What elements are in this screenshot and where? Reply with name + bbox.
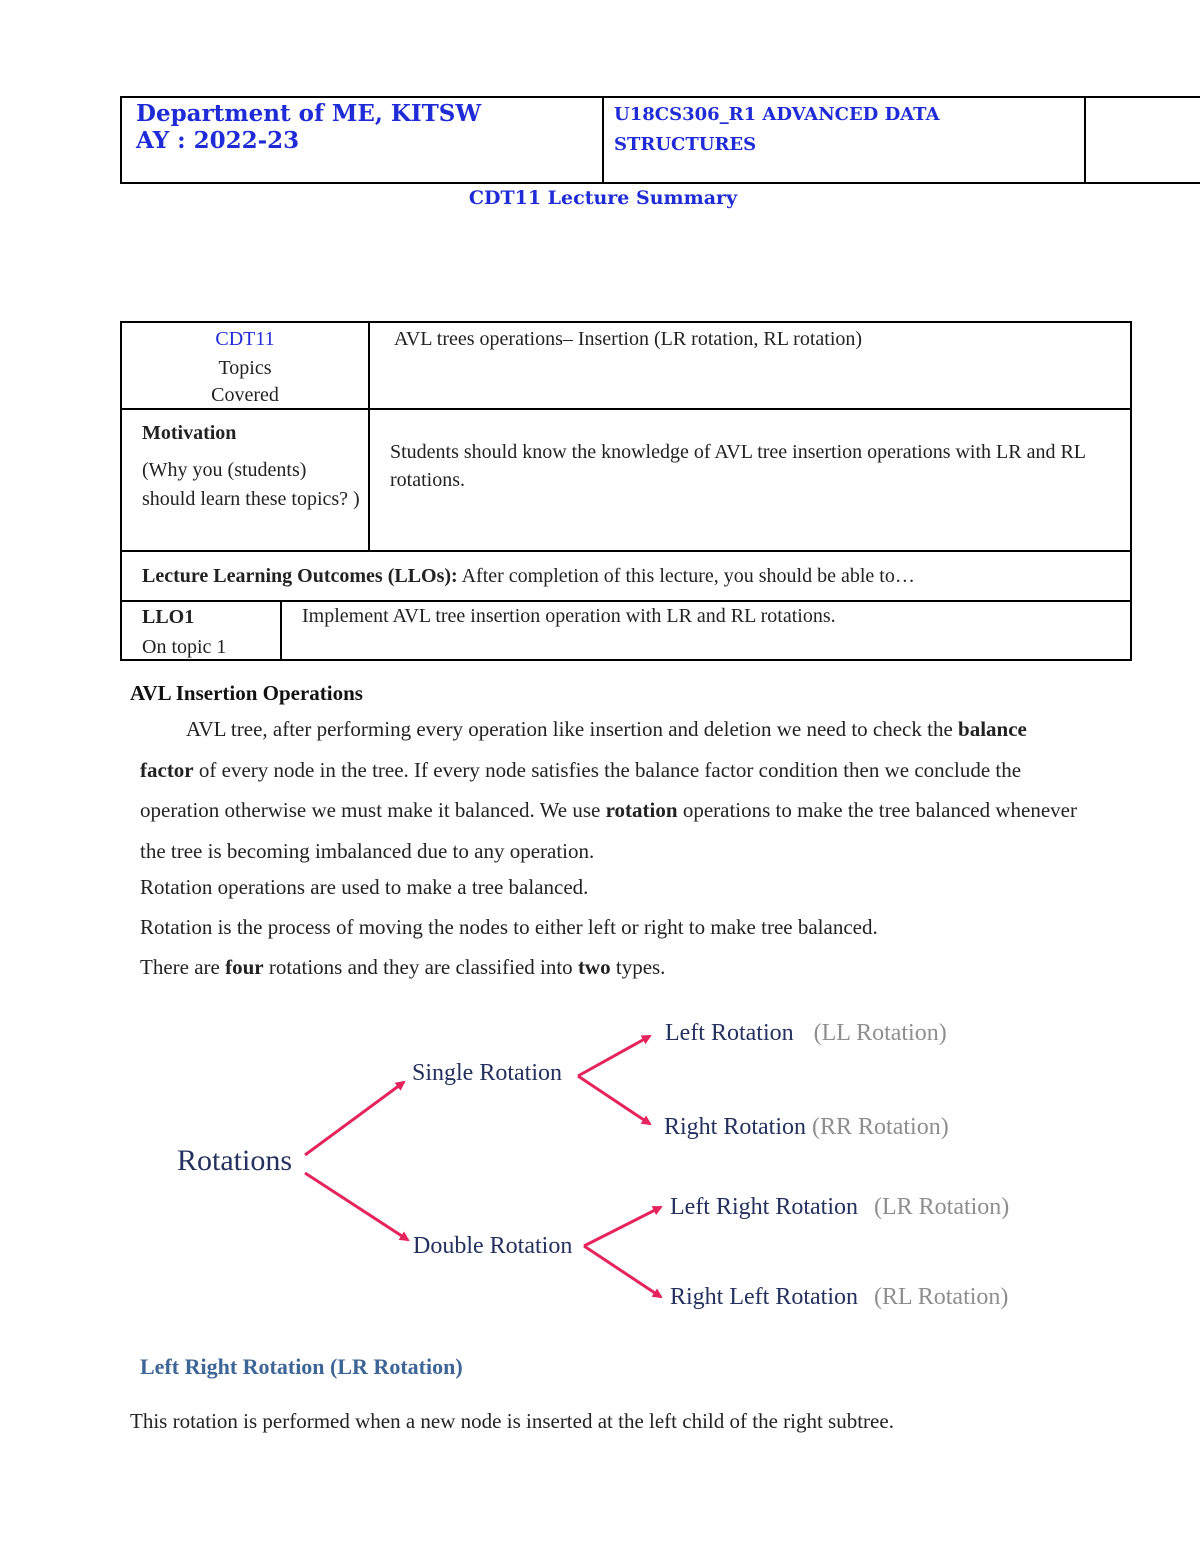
arrow-to-right bbox=[578, 1076, 650, 1124]
topics-value: AVL trees operations– Insertion (LR rotation, RL rotation) bbox=[394, 328, 863, 350]
text-line: Rotation is the process of moving the nodes to either left or right to make tree balanced. bbox=[140, 915, 878, 939]
lr-rotation-heading: Left Right Rotation (LR Rotation) bbox=[140, 1354, 463, 1379]
line-text: There are bbox=[140, 955, 226, 979]
right-rotation-sub: (RR Rotation) bbox=[812, 1114, 949, 1140]
section-heading: AVL Insertion Operations bbox=[130, 681, 363, 705]
column-divider bbox=[280, 600, 282, 661]
text-line bbox=[140, 952, 1100, 982]
paragraph-text: of every node in the tree. If every node satisfies the balance factor condition then we conclude the operation otherwise we must make it balanced. We use bbox=[140, 757, 1022, 822]
arrow-to-right-left bbox=[584, 1246, 661, 1297]
rotations-label: Rotations bbox=[177, 1144, 293, 1177]
line-text: types. bbox=[610, 955, 666, 979]
row-divider bbox=[122, 408, 1130, 410]
right-rotation-label: Right Rotation bbox=[664, 1114, 807, 1140]
department-name: Department of ME, KITSW bbox=[136, 100, 482, 127]
right-left-rotation-label: Right Left Rotation bbox=[670, 1284, 858, 1310]
left-right-rotation-node bbox=[670, 1192, 1009, 1222]
llo-heading-row bbox=[142, 562, 1122, 591]
single-rotation-label: Single Rotation bbox=[412, 1060, 562, 1086]
paragraph-bold: balance factor bbox=[140, 717, 1027, 782]
topics-label-cell bbox=[122, 325, 368, 408]
left-rotation-sub: (LL Rotation) bbox=[813, 1020, 947, 1046]
motivation-label: Motivation bbox=[142, 422, 237, 444]
arrow-to-single bbox=[305, 1082, 404, 1155]
llo1-label-cell bbox=[142, 602, 280, 662]
covered-label: Covered bbox=[211, 384, 279, 406]
double-rotation-label: Double Rotation bbox=[413, 1233, 573, 1259]
right-left-rotation-sub: (RL Rotation) bbox=[873, 1284, 1009, 1310]
left-rotation-node bbox=[665, 1018, 947, 1048]
motivation-question: (Why you (students) should learn these topics? ) bbox=[142, 459, 360, 510]
paragraph-text: operations to make the tree balanced whenever the tree is becoming imbalanced due to any operation. bbox=[140, 798, 1077, 863]
right-left-rotation-node bbox=[670, 1282, 1008, 1312]
rotations-diagram bbox=[150, 1000, 1070, 1330]
header-table bbox=[120, 96, 1200, 184]
lr-rotation-text: This rotation is performed when a new node is inserted at the left child of the right subtree. bbox=[130, 1409, 894, 1433]
section-paragraph bbox=[140, 709, 1080, 871]
academic-year: AY : 2022-23 bbox=[136, 127, 300, 154]
llo-intro: After completion of this lecture, you should be able to… bbox=[457, 565, 915, 587]
line-bold: two bbox=[577, 955, 611, 979]
line-bold: four bbox=[225, 955, 264, 979]
left-right-rotation-sub: (LR Rotation) bbox=[873, 1194, 1010, 1220]
llo1-value: Implement AVL tree insertion operation with LR and RL rotations. bbox=[302, 605, 836, 627]
arrow-to-left-right bbox=[584, 1207, 661, 1246]
llo1-label: LLO1 bbox=[142, 606, 195, 628]
left-right-rotation-label: Left Right Rotation bbox=[670, 1194, 858, 1220]
paragraph-text: AVL tree, after performing every operation like insertion and deletion we need to check the bbox=[186, 717, 959, 741]
header-divider bbox=[602, 98, 604, 182]
column-divider bbox=[368, 323, 370, 550]
right-rotation-node bbox=[664, 1112, 949, 1142]
arrow-to-double bbox=[305, 1173, 408, 1240]
left-rotation-label: Left Rotation bbox=[665, 1020, 794, 1046]
summary-table bbox=[120, 321, 1132, 661]
department-block bbox=[136, 100, 481, 154]
document-title: CDT11 Lecture Summary bbox=[468, 187, 738, 209]
text-line: Rotation operations are used to make a tree balanced. bbox=[140, 875, 589, 899]
course-title: U18CS306_R1 ADVANCED DATA STRUCTURES bbox=[614, 104, 940, 155]
line-text: rotations and they are classified into bbox=[263, 955, 578, 979]
llo1-topic: On topic 1 bbox=[142, 636, 227, 658]
motivation-label-cell bbox=[142, 419, 362, 514]
cdt-code: CDT11 bbox=[215, 328, 275, 350]
header-divider bbox=[1084, 98, 1086, 182]
llo-heading: Lecture Learning Outcomes (LLOs): bbox=[142, 565, 458, 587]
arrow-to-left bbox=[578, 1036, 650, 1076]
paragraph-bold: rotation bbox=[605, 798, 678, 822]
motivation-value: Students should know the knowledge of AVL tree insertion operations with LR and RL rotations. bbox=[390, 441, 1086, 491]
topics-label: Topics bbox=[218, 357, 272, 379]
row-divider bbox=[122, 550, 1130, 552]
